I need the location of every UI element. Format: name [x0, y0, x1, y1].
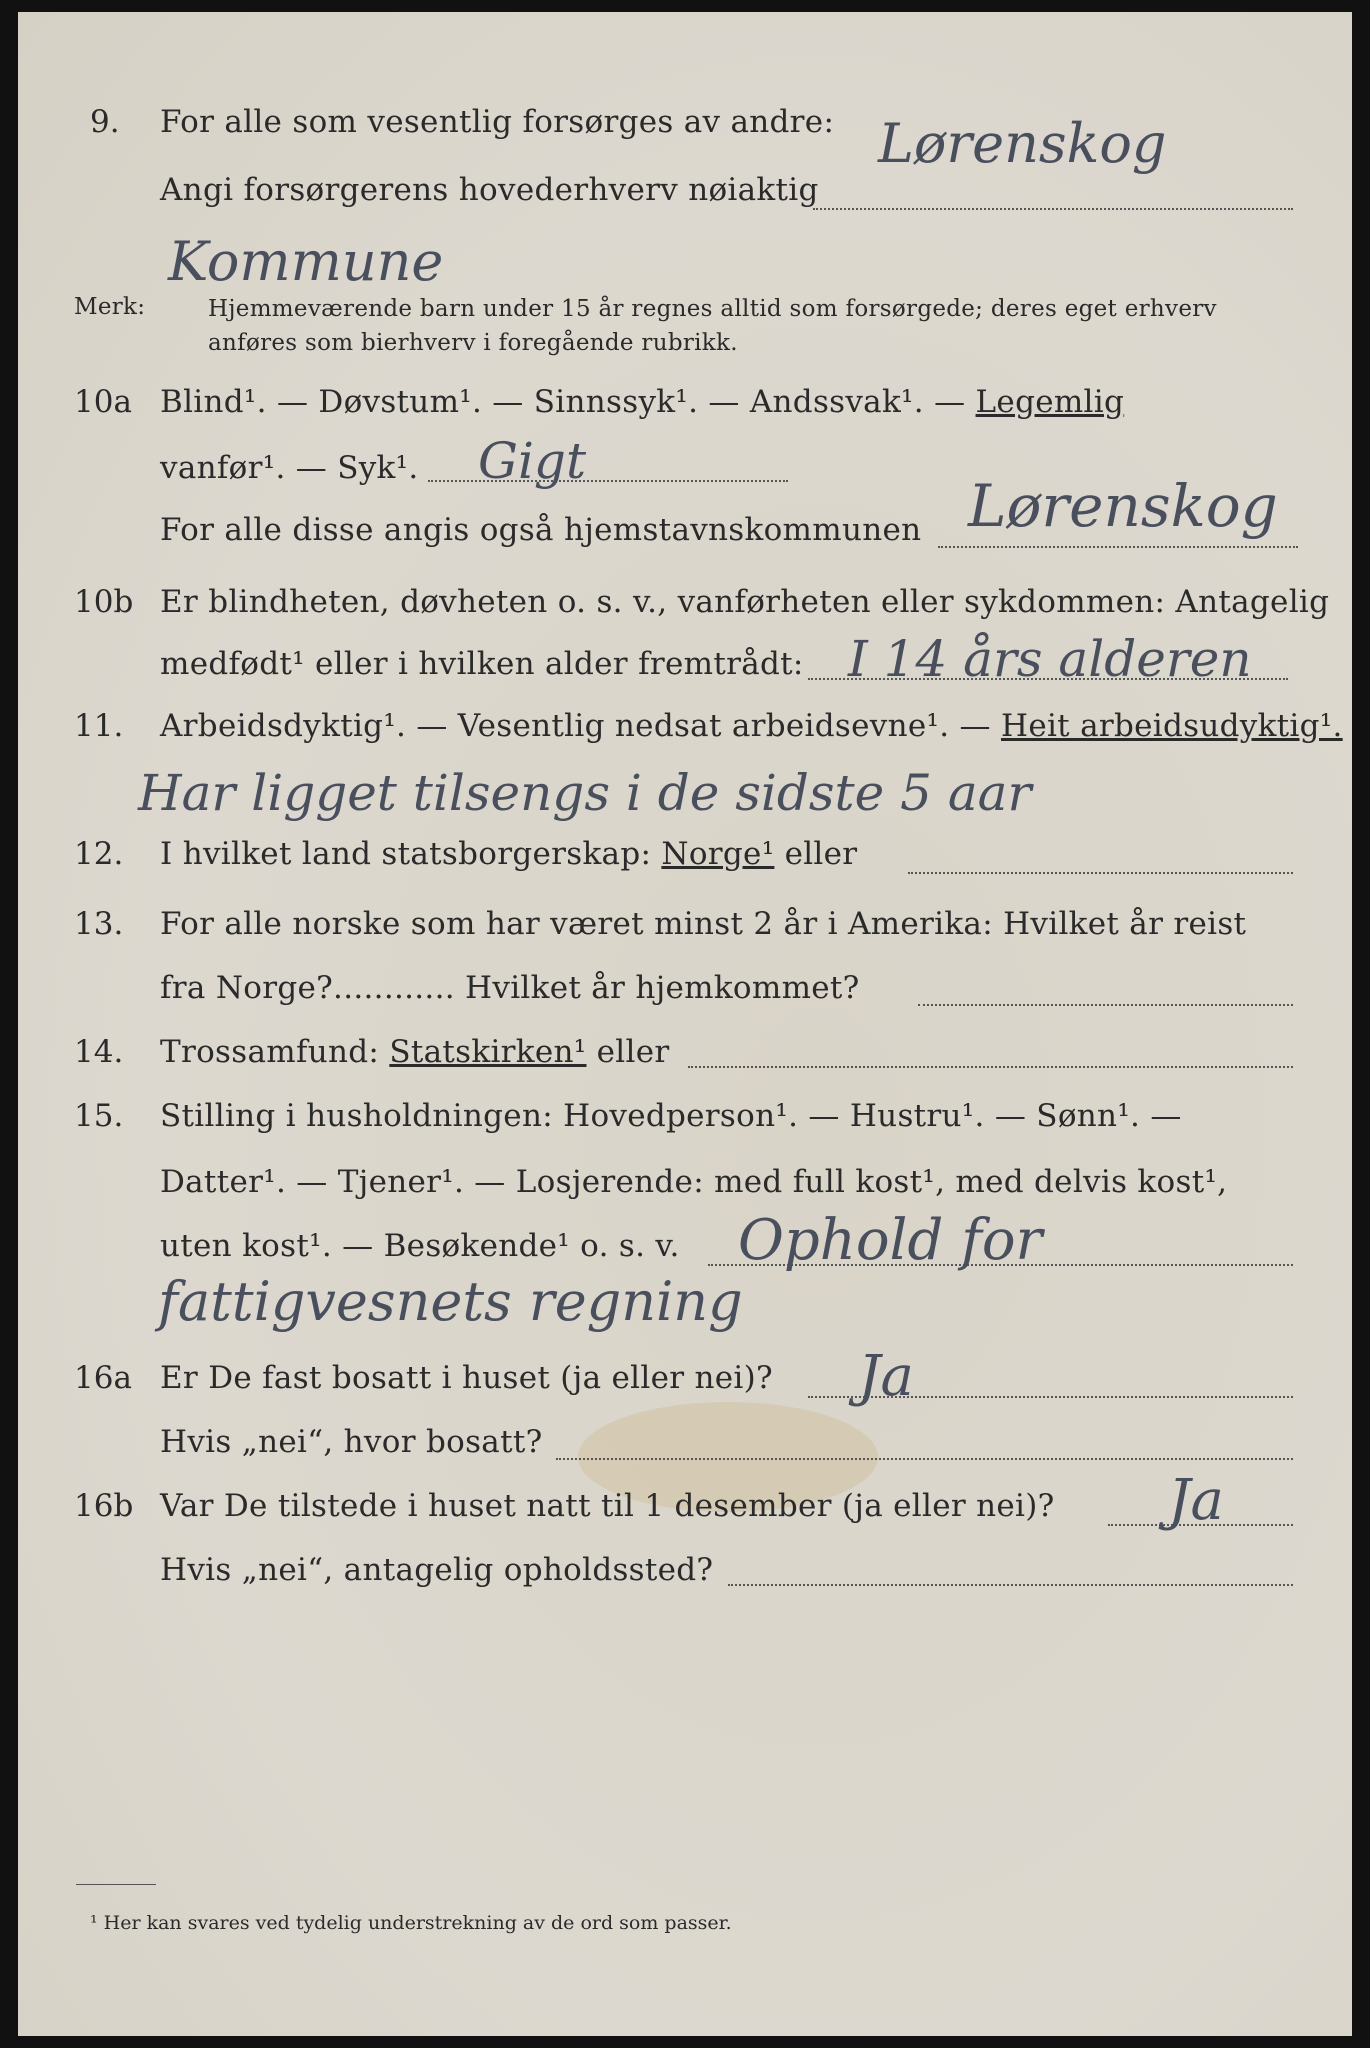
merk-label: Merk: — [74, 294, 146, 320]
merk-line1: Hjemmeværende barn under 15 år regnes alltid som forsørgede; deres eget erhverv — [208, 296, 1217, 322]
q10a-hw-1: Gigt — [478, 432, 587, 490]
q14-number: 14. — [74, 1034, 124, 1070]
q14-dots — [688, 1066, 1293, 1068]
q9-line1: For alle som vesentlig forsørges av andre: — [160, 104, 835, 140]
q16b-line2: Hvis „nei“, antagelig opholdssted? — [160, 1552, 714, 1588]
q9-hw-1: Lørenskog — [878, 112, 1167, 175]
q9-hw-2: Kommune — [168, 230, 444, 293]
footnote: ¹ Her kan svares ved tydelig understrekning av de ord som passer. — [90, 1912, 732, 1934]
q15-hw-1: Ophold for — [738, 1208, 1043, 1273]
q13-line1: For alle norske som har været minst 2 år i Amerika: Hvilket år reist — [160, 906, 1247, 942]
q10b-hw: I 14 års alderen — [848, 630, 1252, 688]
q15-line1: Stilling i husholdningen: Hovedperson¹. — Hustru¹. — Sønn¹. — — [160, 1098, 1182, 1134]
q16b-line1: Var De tilstede i huset natt til 1 desember (ja eller nei)? — [160, 1488, 1055, 1524]
q16a-line2: Hvis „nei“, hvor bosatt? — [160, 1424, 543, 1460]
footnote-rule — [76, 1884, 156, 1885]
q16a-line1: Er De fast bosatt i huset (ja eller nei)? — [160, 1360, 773, 1396]
q9-number: 9. — [90, 104, 120, 140]
q10a-number: 10a — [74, 384, 132, 420]
q10a-line1: Blind¹. — Døvstum¹. — Sinnssyk¹. — Andssvak¹. — Legemlig — [160, 384, 1125, 420]
q11-hw: Har ligget tilsengs i de sidste 5 aar — [138, 764, 1032, 822]
q9-dots — [813, 208, 1293, 210]
q12-number: 12. — [74, 836, 124, 872]
q13-dots — [918, 1004, 1293, 1006]
q11-number: 11. — [74, 708, 124, 744]
q10b-line2: medfødt¹ eller i hvilken alder fremtrådt: — [160, 646, 804, 682]
q15-hw-2: fattigvesnets regning — [158, 1270, 743, 1333]
q10a-line2: vanfør¹. — Syk¹. — [160, 450, 419, 486]
q16b-hw: Ja — [1168, 1468, 1224, 1533]
q16b-dots-2 — [728, 1584, 1293, 1586]
census-form-page — [18, 12, 1352, 2036]
q13-line2: fra Norge?............ Hvilket år hjemkommet? — [160, 970, 860, 1006]
q10a-hw-2: Lørenskog — [968, 472, 1278, 540]
q16a-hw: Ja — [858, 1344, 914, 1409]
q10b-number: 10b — [74, 584, 134, 620]
q10b-line1: Er blindheten, døvheten o. s. v., vanførheten eller sykdommen: Antagelig — [160, 584, 1330, 620]
merk-line2: anføres som bierhverv i foregående rubrikk. — [208, 330, 738, 356]
q15-number: 15. — [74, 1098, 124, 1134]
q10a-dots-2 — [938, 546, 1298, 548]
q12-line1: I hvilket land statsborgerskap: Norge¹ eller — [160, 836, 858, 872]
q16a-number: 16a — [74, 1360, 132, 1396]
q15-line3: uten kost¹. — Besøkende¹ o. s. v. — [160, 1228, 680, 1264]
q15-line2: Datter¹. — Tjener¹. — Losjerende: med full kost¹, med delvis kost¹, — [160, 1164, 1228, 1200]
q14-line1: Trossamfund: Statskirken¹ eller — [160, 1034, 670, 1070]
q13-number: 13. — [74, 906, 124, 942]
q9-line2: Angi forsørgerens hovederhverv nøiaktig — [160, 172, 819, 208]
q12-dots — [908, 872, 1293, 874]
q11-line1: Arbeidsdyktig¹. — Vesentlig nedsat arbeidsevne¹. — Heit arbeidsudyktig¹. — [160, 708, 1343, 744]
q16a-dots-2 — [556, 1458, 1293, 1460]
q10a-line3: For alle disse angis også hjemstavnskommunen — [160, 512, 922, 548]
q16b-number: 16b — [74, 1488, 134, 1524]
